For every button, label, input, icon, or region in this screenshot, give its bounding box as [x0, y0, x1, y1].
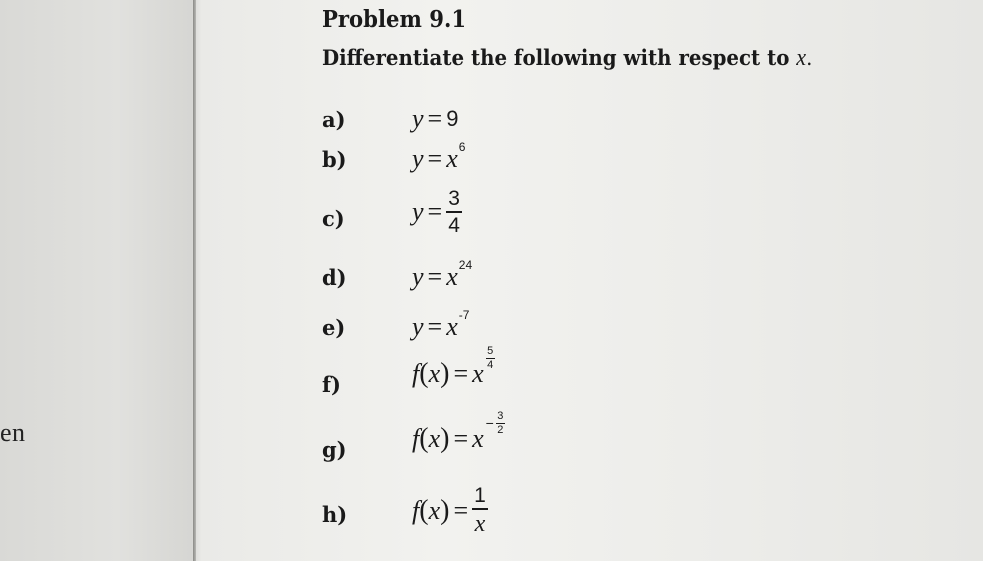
item-a-equation	[412, 104, 458, 134]
item-f-close-paren: )	[440, 358, 450, 389]
problem-title: Problem 9.1	[322, 6, 467, 33]
item-g-close-paren: )	[440, 423, 450, 454]
item-f-equals: =	[453, 359, 469, 388]
item-a-letter: a)	[322, 107, 346, 132]
item-d-equals: =	[427, 262, 443, 291]
item-c-fraction-bar	[446, 211, 462, 213]
item-g-function: f	[412, 424, 420, 453]
item-d-exponent: 24	[458, 258, 473, 272]
item-h-fraction	[472, 485, 488, 536]
item-h-denominator: x	[474, 511, 486, 537]
item-c-equation	[412, 188, 462, 236]
item-a-value: 9	[446, 106, 459, 131]
item-f-argument: x	[428, 359, 441, 388]
problem-instruction	[322, 45, 812, 72]
item-g-letter: g)	[322, 437, 347, 462]
item-a-lhs: y	[412, 104, 424, 133]
item-g-argument: x	[428, 424, 441, 453]
item-h-open-paren: (	[419, 494, 429, 526]
item-b-equals: =	[427, 144, 443, 173]
book-page-edge	[193, 0, 196, 561]
item-h-numerator: 1	[474, 484, 486, 507]
item-d-lhs: y	[412, 262, 424, 291]
item-f-exponent-fraction	[486, 346, 495, 371]
item-g-equals: =	[453, 424, 469, 453]
item-h-function: f	[412, 495, 420, 525]
item-g-base: x	[472, 424, 484, 453]
item-f-equation	[412, 344, 495, 390]
item-h-equals: =	[453, 495, 469, 525]
item-e-base: x	[446, 312, 458, 341]
item-h-fraction-bar	[472, 508, 488, 510]
item-b-lhs: y	[412, 144, 424, 173]
item-b-letter: b)	[322, 147, 347, 172]
item-b-exponent: 6	[458, 140, 466, 154]
item-c-denominator: 4	[448, 214, 460, 237]
item-e-equals: =	[427, 312, 443, 341]
item-g-exponent-sign: −	[485, 415, 494, 431]
item-f-function: f	[412, 359, 420, 388]
item-e-letter: e)	[322, 315, 346, 340]
instruction-text: Differentiate the following with respect to	[322, 46, 790, 71]
item-d-equation	[412, 258, 473, 292]
item-g-exponent-numerator: 3	[497, 409, 504, 422]
item-c-lhs: y	[412, 197, 424, 226]
item-c-letter: c)	[322, 206, 345, 231]
instruction-variable: x	[796, 45, 807, 71]
item-g-open-paren: (	[419, 423, 429, 454]
item-c-fraction	[446, 188, 462, 236]
instruction-period: .	[806, 46, 813, 71]
item-e-exponent: -7	[458, 308, 470, 322]
item-h-argument: x	[428, 495, 441, 525]
item-d-base: x	[446, 262, 458, 291]
item-e-equation	[412, 308, 470, 342]
item-f-base: x	[472, 359, 484, 388]
item-d-letter: d)	[322, 265, 347, 290]
item-f-exponent-numerator: 5	[487, 344, 494, 357]
item-g-equation	[412, 409, 505, 455]
item-b-base: x	[446, 144, 458, 173]
item-a-equals: =	[427, 104, 443, 133]
item-h-letter: h)	[322, 502, 348, 527]
item-g-exponent-fraction	[496, 411, 505, 436]
item-f-letter: f)	[322, 372, 341, 397]
item-c-equals: =	[427, 197, 443, 226]
item-f-open-paren: (	[419, 358, 429, 389]
item-b-equation	[412, 140, 466, 174]
item-c-numerator: 3	[448, 187, 460, 210]
item-e-lhs: y	[412, 312, 424, 341]
item-g-exponent-denominator: 2	[497, 423, 504, 436]
left-page-text-fragment: en	[0, 418, 26, 447]
item-f-exponent-denominator: 4	[487, 358, 494, 371]
item-h-equation	[412, 485, 488, 536]
item-h-close-paren: )	[440, 494, 450, 526]
